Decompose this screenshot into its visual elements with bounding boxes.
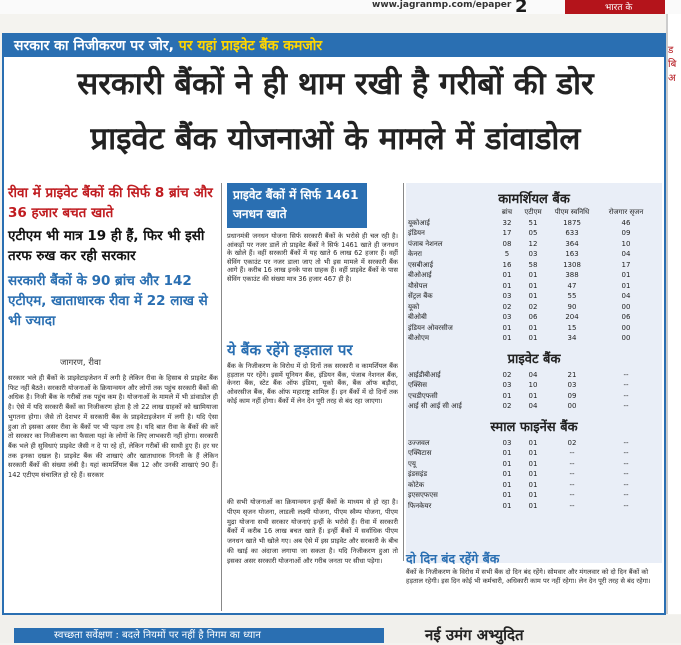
bank-value: 17	[502, 229, 512, 237]
adjacent-column	[666, 14, 681, 614]
bank-value: 01	[502, 391, 512, 400]
bank-value: 03	[502, 313, 512, 321]
bank-value: 1308	[563, 260, 581, 269]
bank-value: 01	[502, 480, 512, 489]
bank-name: बीओआई	[408, 271, 432, 279]
bank-value: 02	[567, 438, 577, 447]
bank-value: --	[569, 491, 575, 499]
bank-name: इंडियन ओवरसीज	[408, 323, 453, 332]
table-row	[406, 333, 654, 344]
table-row	[406, 469, 654, 480]
bank-value: 01	[528, 480, 538, 489]
bank-value: 51	[528, 218, 538, 227]
bank-value: --	[623, 501, 629, 510]
bank-value: 163	[565, 250, 579, 258]
bank-value: 01	[528, 391, 538, 400]
bank-value: 15	[567, 323, 577, 332]
bank-value: 01	[502, 459, 512, 468]
bank-value: 03	[502, 438, 512, 447]
bank-value: 46	[621, 218, 631, 227]
left-subhead-private: रीवा में प्राइवेट बैंकों की सिर्फ 8 ब्रांच और 36 हजार बचत खाते	[8, 185, 213, 221]
bank-value: 34	[567, 334, 577, 342]
bank-value: 01	[502, 334, 512, 342]
bank-value: 01	[502, 323, 512, 332]
bank-value: 08	[502, 239, 512, 248]
closed-body-text: बैंकों के निजीकरण के विरोध में सभी बैंक दो दिन बंद रहेंगे। सोमवार और मंगलवार को दो दिन बैंकों को हड़ताल रहेगी। इस दिन कोई भी कर्मचारी, अधिकारी काम पर नहीं रहेगा। लेन देन पूरी तरह से बंद रहेगा।	[406, 568, 651, 586]
bank-value: 01	[528, 459, 538, 468]
bank-value: --	[569, 449, 575, 457]
bank-name: बीओबी	[408, 313, 427, 321]
col-header: रोजगार सृजन	[608, 208, 644, 216]
table-row	[406, 370, 654, 381]
bank-name: इंडियन	[408, 229, 425, 237]
bank-value: 03	[567, 381, 577, 389]
bank-name: पंजाब नेशनल	[408, 239, 443, 248]
bank-name: एसबीआई	[408, 260, 434, 269]
left-body-text: सरकार भले ही बैंकों के प्राइवेटाइजेशन में लगी है लेकिन रीवा के हिसाब से प्राइवेट बैंक फिट नहीं बैठते। सरकारी योजनाओं के क्रियान्वयन और लोगों तक पहुंच सरकारी बैंकों की अधिक है। निजी बैंक के गरीबों तक पहुंच कम है। योजनाओं के मामले में भी डांवाडोल ही है। ऐसे में यदि सरकारी बैंकों का निजीकरण होता है तो 22 लाख ग्राहकों को खामियाजा भुगतना होगा। जैसे तो देशभर में सरकारी बैंक के प्राइवेटाइजेशन में लगी है। यदि ऐसा हुआ तो इसका असर रीवा के बैंकों पर भी पड़ना तय है। यदि बात रीवा के बैंकों की करें तो सरकार का निजीकरण का फैसला यहां के लोगों के लिए लाभकारी नहीं होगा। सरकारी बैंक भले ही सुविधाएं प्राइवेट जैसी न दे पा रहे हों, लेकिन गरीबों की साथी हुए हैं। हर घर तक इनका दखल है। प्राइवेट बैंक की शाखाएं और खाताधारक गिनती के हैं लेकिन सरकारी बैंकों की संख्या लंबी है। यहां कामर्शियल बैंक 12 और उनकी शाखाएं 90 हैं। 142 एटीएम संचालित हो रहे हैं। सरकार	[8, 374, 218, 480]
bank-value: --	[569, 480, 575, 489]
col-header: ब्रांच	[501, 208, 513, 216]
bank-value: 01	[528, 271, 538, 279]
bank-name: इंडसइंड	[408, 470, 428, 478]
bank-value: 01	[502, 470, 512, 478]
table-row	[406, 218, 654, 229]
bank-value: 21	[567, 370, 577, 379]
bank-value: 04	[528, 402, 538, 410]
bank-value: 633	[565, 229, 579, 237]
bank-value: 17	[621, 260, 631, 269]
bank-value: 02	[502, 402, 512, 410]
epaper-url[interactable]: www.jagranmp.com/epaper	[372, 0, 512, 10]
table-row	[406, 260, 654, 271]
table-header-row	[406, 207, 654, 218]
bank-value: 12	[528, 239, 538, 248]
bank-value: 04	[621, 250, 631, 258]
bank-value: 00	[621, 302, 631, 311]
bank-value: 388	[565, 271, 579, 279]
bank-data-box	[406, 183, 662, 563]
col-header: एटीएम	[524, 208, 542, 216]
bank-value: 32	[502, 218, 512, 227]
table-row	[406, 281, 654, 292]
sfb-table	[406, 438, 654, 512]
bank-value: 01	[528, 449, 538, 457]
bank-value: 05	[528, 229, 538, 237]
bank-value: 06	[528, 313, 538, 321]
commercial-title: कामर्शियल बैंक	[498, 192, 570, 207]
table-row	[406, 249, 654, 260]
table-row	[406, 228, 654, 239]
bank-value: 09	[621, 229, 631, 237]
bank-value: --	[623, 480, 629, 489]
bank-value: --	[569, 459, 575, 468]
bank-value: 09	[567, 391, 577, 400]
bank-value: 58	[528, 260, 538, 269]
bank-value: 04	[621, 292, 631, 300]
bank-value: 02	[528, 302, 538, 311]
bank-value: 55	[567, 292, 577, 300]
bank-name: एचडीएफसी	[408, 391, 438, 400]
sfb-title: स्माल फाइनेंस बैंक	[490, 419, 578, 435]
table-row	[406, 391, 654, 402]
bank-value: 01	[528, 438, 538, 447]
headline-line2: प्राइवेट बैंक योजनाओं के मामले में डांवाडोल	[90, 121, 581, 157]
bank-name: फिनकेयर	[408, 501, 432, 510]
bank-name: इएसएफएस	[408, 491, 438, 499]
table-row	[406, 459, 654, 470]
headline-line1: सरकारी बैंकों ने ही थाम रखी है गरीबों की डोर	[77, 66, 594, 102]
bank-value: 00	[621, 334, 631, 342]
bank-name: केनरा	[408, 250, 422, 258]
bank-name: यौसेपल	[408, 281, 428, 290]
table-row	[406, 312, 654, 323]
table-row	[406, 239, 654, 250]
kicker-part2: पर यहां प्राइवेट बैंक कमजोर	[178, 38, 323, 54]
table-row	[406, 270, 654, 281]
bank-value: 01	[502, 449, 512, 457]
bank-value: 00	[567, 402, 577, 410]
bank-value: 01	[528, 292, 538, 300]
bank-value: --	[623, 470, 629, 478]
page-number: 2	[515, 0, 528, 17]
bank-value: 01	[528, 323, 538, 332]
table-row	[406, 438, 654, 449]
table-row	[406, 401, 654, 412]
commercial-table	[406, 207, 654, 344]
byline: जागरण, रीवा	[60, 358, 101, 368]
bank-name: एक्विटास	[408, 449, 432, 457]
bank-value: 04	[528, 370, 538, 379]
bank-name: आईडीबीआई	[408, 370, 441, 379]
table-row	[406, 380, 654, 391]
bank-value: --	[569, 501, 575, 510]
table-row	[406, 291, 654, 302]
bank-value: 90	[567, 302, 577, 311]
bank-value: --	[623, 438, 629, 447]
bank-value: --	[569, 470, 575, 478]
col-header: पीएम स्वनिधि	[554, 208, 590, 216]
bank-value: 204	[565, 313, 579, 321]
left-subhead-govt: सरकारी बैंकों के 90 ब्रांच और 142 एटीएम, खाताधारक रीवा में 22 लाख से भी ज्यादा	[8, 273, 208, 329]
bank-value: --	[623, 370, 629, 379]
bank-value: 5	[504, 250, 510, 258]
kicker-part1: सरकार का निजीकरण पर जोर,	[14, 38, 179, 54]
bank-name: बीओएम	[408, 334, 430, 342]
footer-left-tag: स्वच्छता सर्वेक्षण : बदले नियमों पर नहीं है निगम का ध्यान	[14, 628, 384, 643]
table-row	[406, 323, 654, 334]
bank-value: 02	[502, 370, 512, 379]
bank-value: 03	[502, 292, 512, 300]
footer-right-heading: नई उमंग अभ्युदित	[425, 626, 524, 644]
bank-value: 01	[528, 501, 538, 510]
bank-value: 01	[502, 281, 512, 290]
bank-name: आई सी आई सी आई	[408, 402, 462, 410]
closed-heading: दो दिन बंद रहेंगे बैंक	[406, 551, 500, 566]
bank-name: एयू	[408, 459, 416, 468]
table-row	[406, 302, 654, 313]
private-table	[406, 370, 654, 412]
table-row	[406, 448, 654, 459]
bank-value: 01	[502, 271, 512, 279]
column-divider	[221, 183, 222, 611]
table-row	[406, 480, 654, 491]
bank-value: --	[623, 491, 629, 499]
bank-value: 10	[621, 239, 631, 248]
bank-value: --	[623, 381, 629, 389]
bank-value: --	[623, 449, 629, 457]
bank-value: 01	[528, 491, 538, 499]
bank-value: --	[623, 459, 629, 468]
bank-name: यूकोआई	[408, 218, 430, 227]
bank-value: 364	[565, 239, 579, 248]
bank-value: 01	[528, 281, 538, 290]
left-subhead-atm: एटीएम भी मात्र 19 ही हैं, फिर भी इसी तरफ रुख कर रही सरकार	[8, 228, 205, 264]
bank-name: एक्सिस	[408, 381, 427, 389]
top-right-tag: भारत के	[565, 0, 665, 14]
jandhan-box: प्राइवेट बैंकों में सिर्फ 1461 जनधन खाते	[227, 183, 367, 228]
bank-value: 1875	[563, 218, 581, 227]
adjacent-column-text: ड बि अ	[668, 45, 677, 84]
bank-value: 01	[502, 501, 512, 510]
bank-value: --	[623, 391, 629, 400]
bank-value: 03	[502, 381, 512, 389]
bank-value: 01	[528, 334, 538, 342]
bank-value: 00	[621, 323, 631, 332]
bank-value: 47	[567, 281, 577, 290]
bank-value: 06	[621, 313, 631, 321]
bank-value: 01	[621, 281, 631, 290]
strike-heading: ये बैंक रहेंगे हड़ताल पर	[227, 341, 353, 359]
column-divider	[403, 183, 404, 561]
bank-name: सेंट्रल बैंक	[408, 292, 433, 300]
bank-value: 16	[502, 260, 512, 269]
table-row	[406, 490, 654, 501]
bank-name: उज्जवल	[408, 438, 430, 447]
table-row	[406, 501, 654, 512]
bank-value: 02	[502, 302, 512, 311]
bank-name: कोटेक	[408, 480, 425, 489]
bank-value: --	[623, 402, 629, 410]
bank-name: यूको	[408, 302, 420, 311]
bank-value: 10	[528, 381, 538, 389]
private-title: प्राइवेट बैंक	[507, 351, 561, 367]
middle-body-text-2: की सभी योजनाओं का क्रियान्वयन इन्हीं बैंकों के माध्यम से हो रहा है। पीएम सृजन योजना, लाडली लक्ष्मी योजना, पीएम स्वैम्प योजना, पीएम मुद्रा योजना सभी सरकार योजनाएं इन्हीं के भरोसे हैं। रीवा में सरकारी बैंकों में करीब 16 लाख बचत खाते हैं। इन्हीं बैंकों में सर्वाधिक पीएम जनधन खाते भी खोले गए। अब ऐसे में इस प्राइवेट और सरकारी के बीच की खाई का अंदाजा लगाया जा सकता है। यदि निजीकरण हुआ तो इसका असर सरकारी योजनाओं और गरीब जनता पर सीधा पड़ेगा।	[227, 498, 398, 565]
bank-value: 01	[621, 271, 631, 279]
bank-value: 03	[528, 250, 538, 258]
strike-body-text: बैंक के निजीकरण के विरोध में दो दिनों तक सरकारी व कामर्शियल बैंक हड़ताल पर रहेंगे। इसमें यूनियन बैंक, इंडियन बैंक, पंजाब नेशनल बैंक, केनरा बैंक, स्टेट बैंक ऑफ इंडिया, यूको बैंक, बैंक ऑफ बड़ौदा, ओवरसीज बैंक, बैंक ऑफ महाराष्ट्र शामिल हैं। इन बैंकों में दो दिनों तक कोई काम नहीं होगा। बैंकों में लेन देन पूरी तरह से बंद रहा जाएगा।	[227, 362, 398, 405]
bank-value: 01	[502, 491, 512, 499]
kicker	[4, 35, 664, 57]
bank-value: 01	[528, 470, 538, 478]
middle-body-text: प्रधानमंत्री जनधन योजना सिर्फ सरकारी बैंकों के भरोसे ही चल रही है। आंकड़ों पर नजर डालें तो प्राइवेट बैंकों ने सिर्फ 1461 खाते ही जनधन के खोले हैं। वहीं सरकारी बैंकों में यह खाते 6 लाख 62 हजार हैं। वहीं सेविंग एकाउंट पर नजर डाला जाए तो भी इस मामले में सरकारी बैंक आगे हैं। करीब 16 लाख इनके पास ग्राहक हैं। वहीं प्राइवेट बैंकों के पास सेविंग एकाउंट की संख्या मात्र 36 हजार 467 ही है।	[227, 232, 398, 283]
